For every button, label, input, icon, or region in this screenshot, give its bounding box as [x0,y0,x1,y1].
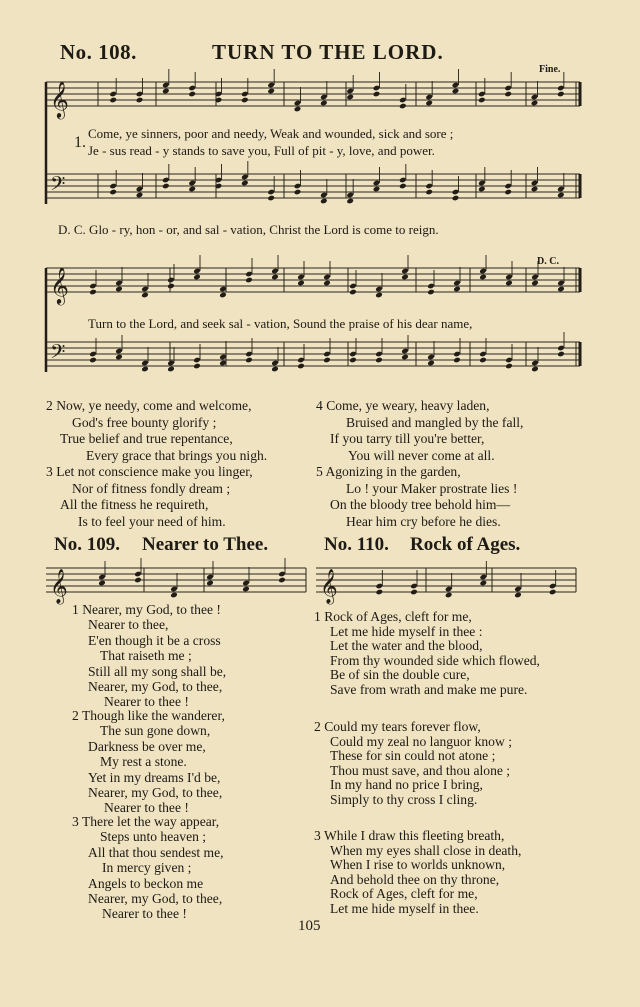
hymn-108-verse-3: 3 Let not conscience make you linger, Nor of fitness fondly dream ; All the fitness he requireth, Is to feel your need of him. [46,464,253,529]
treble-note [346,94,354,101]
bass-note [531,366,539,373]
hymn-110-note [410,589,418,596]
bass-note [245,357,253,364]
treble-note [219,292,227,299]
treble-note [531,280,539,287]
treble-note [267,88,275,95]
hymn-110-note [376,589,384,596]
bass-note [320,198,328,205]
bass-note [271,366,279,373]
treble-note [373,91,381,98]
bass-staff [46,342,580,366]
bass-note [375,357,383,364]
bass-note [531,186,539,193]
treble-note [557,91,565,98]
treble-note [141,292,149,299]
treble-note [453,286,461,293]
bass-note [267,195,275,202]
treble-note [505,280,513,287]
page-number: 105 [298,918,321,934]
bass-clef-icon: 𝄢 [50,340,66,368]
hymn-110-number: No. 110. [324,534,389,555]
fine-marking: Fine. [539,64,561,75]
treble-note [162,88,170,95]
bass-note [399,183,407,190]
hymn-109-note [134,577,142,584]
dc-marking: D. C. [537,256,559,267]
hymn-109-note [206,580,214,587]
bass-note [452,195,460,202]
bass-note [193,363,201,370]
bass-note [167,366,175,373]
treble-note [115,286,123,293]
hymn-109-note [170,592,178,599]
bass-note [479,357,487,364]
treble-clef-icon: 𝄞 [320,569,338,604]
treble-note [167,283,175,290]
treble-staff [46,82,580,106]
bass-note [241,180,249,187]
treble-note [531,100,539,107]
treble-note [89,289,97,296]
hymn-109-verse-1: 1 Nearer, my God, to thee ! Nearer to thee, E'en though it be a cross That raiseth me ; Still all my song shall be, Nearer, my God, to thee, Nearer to thee ! [72,602,227,710]
hymn-110-note [445,592,453,599]
treble-note [297,280,305,287]
bass-note [323,357,331,364]
hymn-110-verse-3: 3 While I draw this fleeting breath, When my eyes shall close in death, When I rise to worlds unknown, And behold thee on thy throne, Rock of Ages, cleft for me, Let me hide myself in thee. [314,828,522,916]
bass-note [297,363,305,370]
bass-note [162,183,170,190]
hymn-110-note [549,589,557,596]
treble-note [245,277,253,284]
hymn-109-note [278,577,286,584]
treble-note [478,97,486,104]
treble-clef-icon: 𝄞 [50,80,69,118]
treble-note [294,106,302,113]
treble-note [241,97,249,104]
hymn-108-title: TURN TO THE LORD. [212,40,444,64]
bass-staff [46,174,580,198]
treble-note [401,274,409,281]
treble-note [427,289,435,296]
bass-note [349,357,357,364]
treble-note [479,274,487,281]
bass-note [188,186,196,193]
hymn-109-note [98,580,106,587]
treble-note [271,274,279,281]
bass-note [373,186,381,193]
treble-note [425,100,433,107]
hymn-110-title: Rock of Ages. [410,534,521,555]
treble-note [375,292,383,299]
bass-note [557,351,565,358]
bass-note [294,189,302,196]
treble-note [399,103,407,110]
hymn-108-verse-4: 4 Come, ye weary, heavy laden, Bruised and mangled by the fall, If you tarry till you're better, You will never come at all. [316,398,524,463]
hymn-110-verse-1: 1 Rock of Ages, cleft for me, Let me hide myself in thee : Let the water and the blood, From thy wounded side which flowed, Be of sin the double cure, Save from wrath and make me pure. [314,609,540,697]
treble-note [557,286,565,293]
treble-clef-icon: 𝄞 [50,266,69,304]
hymn-110-verse-2: 2 Could my tears forever flow, Could my zeal no languor know ; These for sin could not atone ; Thou must save, and thou alone ; In my hand no price I bring, Simply to thy cross I cling. [314,719,512,807]
hymn-109-staff [44,560,308,604]
treble-note [193,274,201,281]
hymn-110-staff [314,560,579,604]
treble-note [188,91,196,98]
bass-note [346,198,354,205]
bass-note [453,357,461,364]
treble-note [349,289,357,296]
treble-note [136,97,144,104]
bass-note [478,186,486,193]
hymn-109-number: No. 109. [54,534,120,555]
bass-note [505,363,513,370]
verse-number-1: 1. [74,134,86,151]
hymn-109-verse-2: 2 Though like the wanderer, The sun gone down, Darkness be over me, My rest a stone. Yet in my dreams I'd be, Nearer, my God, to thee, Nearer to thee ! [72,708,225,816]
bass-note [115,354,123,361]
hymn-108-number: No. 108. [60,40,137,64]
bass-note [427,360,435,367]
treble-note [452,88,460,95]
hymn-108-verse-5: 5 Agonizing in the garden, Lo ! your Maker prostrate lies ! On the bloody tree behold him— Hear him cry before he dies. [316,464,518,529]
treble-staff [46,268,580,292]
hymn-110-note [514,592,522,599]
bass-note [401,354,409,361]
hymn-109-verse-3: 3 There let the way appear, Steps unto heaven ; All that thou sendest me, In mercy given ; Angels to beckon me Nearer, my God, to thee, Nearer to thee ! [72,814,224,922]
treble-note [320,100,328,107]
bass-note [557,192,565,199]
bass-note [504,189,512,196]
hymn-109-title: Nearer to Thee. [142,534,269,555]
bass-note [89,357,97,364]
treble-note [504,91,512,98]
hymn-108-verse-2: 2 Now, ye needy, come and welcome, God's free bounty glorify ; True belief and true repentance, Every grace that brings you nigh. [46,398,268,463]
dc-lyric-line: D. C. Glo - ry, hon - or, and sal - vation, Christ the Lord is come to reign. [58,222,439,237]
lyric-line-1: Come, ye sinners, poor and needy, Weak and wounded, sick and sore ; [88,126,454,141]
bass-note [109,189,117,196]
refrain-lyric-line: Turn to the Lord, and seek sal - vation, Sound the praise of his dear name, [88,316,473,331]
treble-note [323,280,331,287]
hymn-109-note [242,586,250,593]
bass-note [425,189,433,196]
bass-note [136,192,144,199]
lyric-line-2: Je - sus read - y stands to save you, Full of pit - y, love, and power. [88,143,435,158]
treble-clef-icon: 𝄞 [50,569,68,604]
hymn-110-note [480,580,488,587]
treble-note [109,97,117,104]
bass-note [141,366,149,373]
bass-clef-icon: 𝄢 [50,172,66,200]
